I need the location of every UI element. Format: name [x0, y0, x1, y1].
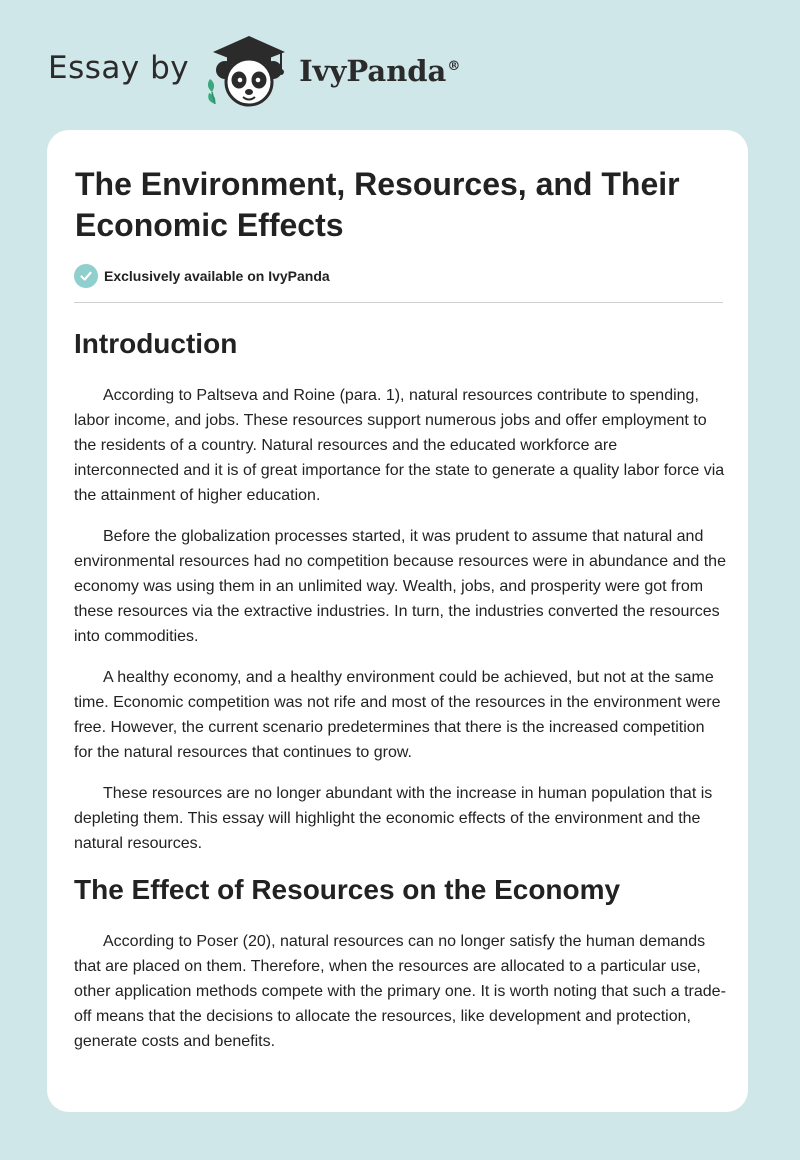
panda-graduation-cap-logo-icon[interactable] — [203, 30, 295, 110]
site-header — [48, 30, 460, 110]
exclusive-text: Exclusively available on IvyPanda — [104, 268, 330, 284]
paragraph: These resources are no longer abundant with the increase in human population that is depleting them. This essay will highlight the economic effects of the environment and the natural resources. — [74, 785, 713, 852]
paragraph: According to Poser (20), natural resources can no longer satisfy the human demands that are placed on them. Therefore, when the resources are allocated to a particular use, other application methods compete with the primary one. It is worth noting that such a trade-off means that the decisions to allocate the resources, like development and protection, generate costs and benefits. — [74, 933, 726, 1050]
paragraph: According to Paltseva and Roine (para. 1), natural resources contribute to spending, labor income, and jobs. These resources support numerous jobs and offer employment to the residents of a country. Natural resources and the educated workforce are interconnected and it is of great importance for the state to generate a quality labor force via the attainment of higher education. — [74, 387, 725, 504]
page-title: The Environment, Resources, and Their Economic Effects — [75, 166, 680, 243]
paragraph: A healthy economy, and a healthy environment could be achieved, but not at the same time. Economic competition was not rife and most of the resources in the environment were free. However, the current scenario predetermines that there is the increased competition for the natural resources that continues to grow. — [74, 669, 721, 761]
essay-card — [47, 130, 748, 1112]
brand-name[interactable] — [299, 54, 460, 88]
section-heading-effect-of-resources: The Effect of Resources on the Economy — [74, 874, 621, 905]
essay-by-label: Essay by — [48, 50, 190, 86]
brand-text: IvyPanda — [299, 54, 447, 88]
check-circle-icon — [74, 264, 98, 288]
section-heading-introduction: Introduction — [74, 328, 238, 359]
divider — [74, 302, 723, 303]
exclusive-badge — [74, 264, 330, 288]
paragraph: Before the globalization processes started, it was prudent to assume that natural and environmental resources had no competition because resources were in abundance and the economy was using them in an unlimited way. Wealth, jobs, and prosperity were got from these resources via the extractive industries. In turn, the industries converted the resources into commodities. — [74, 528, 726, 645]
registered-mark: ® — [447, 59, 461, 75]
essay-content — [74, 326, 726, 1070]
